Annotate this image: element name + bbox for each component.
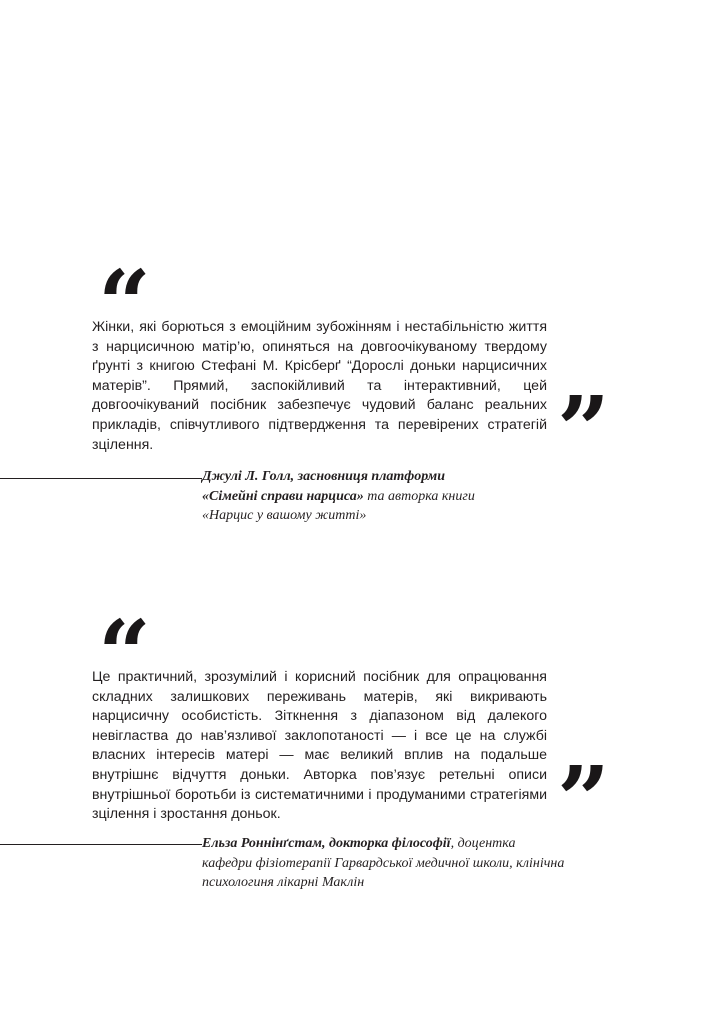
author-role: та авторка книги xyxy=(363,488,475,504)
author-name: Ельза Роннінґстам, докторка філософії xyxy=(202,836,451,851)
open-quote-mark: “ xyxy=(98,250,151,358)
close-quote-mark: ” xyxy=(557,376,610,484)
open-quote-mark: “ xyxy=(98,600,151,708)
book-title: «Нарцис у вашому житті» xyxy=(202,508,367,523)
attribution xyxy=(202,467,602,526)
author-affiliation: психологиня лікарні Маклін xyxy=(202,875,365,890)
platform-name: «Сімейні справи нарциса» xyxy=(202,488,364,504)
attribution xyxy=(202,834,602,893)
author-affiliation: кафедри фізіотерапії Гарвардської медичної школи, клінічна xyxy=(202,855,565,871)
testimonial-text: Жінки, які борються з емоційним зубожінням і нестабільністю життя з нарцисичною матір’ю, опиняться на довгоочікуваному твердому ґрунті з книгою Стефані М. Крісберґ “Дорослі доньки нарцисичних матерів”. Прямий, заспокійливий та інтерактивний, цей довгоочікуваний посібник забезпечує чудовий баланс реальних прикладів, співчутливого підтвердження та перевірених стратегій зцілення. xyxy=(92,319,547,453)
close-quote-mark: ” xyxy=(557,746,610,854)
author-name: Джулі Л. Голл, засновниця платформи xyxy=(202,469,445,484)
author-role: , доцентка xyxy=(450,836,516,851)
attribution-rule xyxy=(0,478,202,479)
attribution-rule xyxy=(0,844,202,845)
testimonial-text: Це практичний, зрозумілий і корисний посібник для опрацювання складних залишкових переживань матерів, які викривають нарцисичну особистість. Зіткнення з діапазоном від далекого невігластва до нав’язливої заклопотаності — і все це на службі власних інтересів матері — має великий вплив на подальше внутрішнє відчуття доньки. Авторка пов’язує ретельні описи внутрішньої боротьби із систематичними і продуманими стратегіями зцілення і зростання доньок. xyxy=(92,669,547,823)
